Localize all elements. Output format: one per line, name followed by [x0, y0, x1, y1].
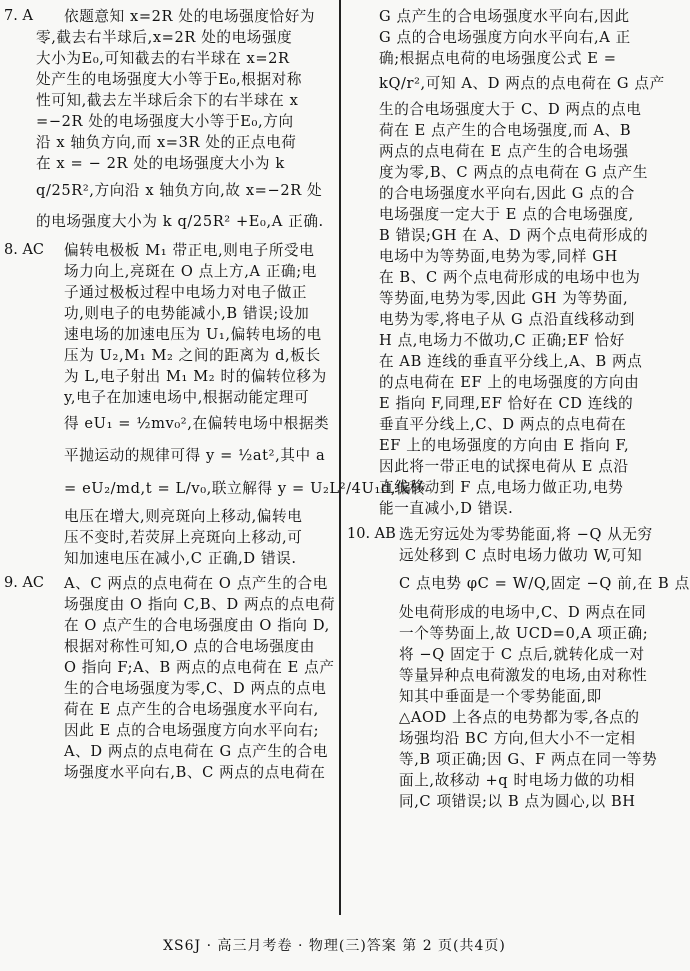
text-line: 选无穷远处为零势能面,将 −Q 从无穷	[399, 526, 653, 543]
text-line: 直线移动到 F 点,电场力做正功,电势	[379, 479, 624, 496]
text-line: 电压在增大,则亮斑向上移动,偏转电	[64, 508, 303, 525]
text-line: 处产生的电场强度大小等于E₀,根据对称	[36, 71, 303, 88]
text-line: 将 −Q 固定于 C 点后,就转化成一对	[399, 646, 645, 663]
text-line: 在 B、C 两个点电荷形成的电场中也为	[379, 269, 641, 286]
answer-number: 9. AC	[4, 575, 45, 591]
text-line: 荷在 E 点产生的合电场强度水平向右,	[64, 701, 319, 718]
text-line: 零,截去右半球后,x=2R 处的电场强度	[36, 29, 293, 46]
text-line: 在 x = − 2R 处的电场强度大小为 k	[36, 155, 285, 172]
text-line: 因此 E 点的合电场强度方向水平向右;	[64, 722, 320, 739]
text-line: 等量异种点电荷激发的电场,由对称性	[399, 667, 648, 684]
text-line: 压为 U₂,M₁ M₂ 之间的距离为 d,板长	[64, 347, 321, 364]
text-line: 场强度水平向右,B、C 两点的点电荷在	[64, 764, 326, 781]
text-line: 的点电荷在 EF 上的电场强度的方向由	[379, 374, 640, 391]
right-column	[347, 6, 690, 812]
text-line: 性可知,截去左半球后余下的右半球在 x	[36, 92, 299, 109]
text-line: C 点电势 φC = W/Q,固定 −Q 前,在 B 点	[399, 575, 690, 592]
text-line: H 点,电场力不做功,C 正确;EF 恰好	[379, 332, 625, 349]
text-line: 处电荷形成的电场中,C、D 两点在同	[399, 604, 647, 621]
text-line: 为 L,电子射出 M₁ M₂ 时的偏转位移为	[64, 368, 327, 385]
text-line: 生的合电场强度大于 C、D 两点的点电	[379, 101, 642, 118]
answer-number: 8. AC	[4, 242, 45, 258]
text-line: 偏转电极板 M₁ 带正电,则电子所受电	[64, 242, 315, 259]
text-line: kQ/r²,可知 A、D 两点的点电荷在 G 点产	[379, 75, 665, 92]
text-line: 远处移到 C 点时电场力做功 W,可知	[399, 547, 643, 564]
text-line: B 错误;GH 在 A、D 两个点电荷形成的	[379, 227, 649, 244]
text-line: 垂直平分线上,C、D 两点的点电荷在	[379, 416, 627, 433]
text-line: G 点的合电场强度方向水平向右,A 正	[379, 29, 631, 46]
text-line: A、D 两点的点电荷在 G 点产生的合电	[64, 743, 329, 760]
text-line: O 指向 F;A、B 两点的点电荷在 E 点产	[64, 659, 335, 676]
answer-number: 10. AB	[347, 526, 396, 542]
text-line: 场强均沿 BC 方向,但大小不一定相	[399, 730, 636, 747]
text-line: 电场中为等势面,电势为零,同样 GH	[379, 248, 618, 265]
text-line: E 指向 F,同理,EF 恰好在 CD 连线的	[379, 395, 634, 412]
text-line: 电势为零,将电子从 G 点沿直线移动到	[379, 311, 635, 328]
text-line: 根据对称性可知,O 点的合电场强度由	[64, 638, 315, 655]
text-line: 速电场的加速电压为 U₁,偏转电场的电	[64, 326, 322, 343]
text-line: 压不变时,若荧屏上亮斑向上移动,可	[64, 529, 303, 546]
text-line: 在 AB 连线的垂直平分线上,A、B 两点	[379, 353, 643, 370]
text-line: 能一直减小,D 错误.	[379, 500, 514, 517]
text-line: △AOD 上各点的电势都为零,各点的	[399, 709, 640, 726]
text-line: 荷在 E 点产生的合电场强度,而 A、B	[379, 122, 632, 139]
text-line: =−2R 处的电场强度大小等于E₀,方向	[36, 113, 294, 130]
text-line: 一个等势面上,故 UCD=0,A 项正确;	[399, 625, 649, 642]
text-line: 确;根据点电荷的电场强度公式 E =	[379, 50, 617, 67]
text-line: 子通过极板过程中电场力对电子做正	[64, 284, 308, 301]
answer-10	[347, 524, 690, 812]
text-line: 依题意知 x=2R 处的电场强度恰好为	[64, 8, 316, 25]
text-line: 的电场强度大小为 k q/25R² +E₀,A 正确.	[36, 213, 324, 230]
page-footer: XS6J · 高三月考卷 · 物理(三)答案 第 2 页(共4页)	[163, 938, 506, 954]
text-line: q/25R²,方向沿 x 轴负方向,故 x=−2R 处	[36, 182, 323, 199]
text-line: 度为零,B、C 两点的点电荷在 G 点产生	[379, 164, 649, 181]
text-line: = eU₂/md,t = L/v₀,联立解得 y = U₂L²/4U₁d,偏转	[64, 480, 427, 497]
text-line: 的合电场强度水平向右,因此 G 点的合	[379, 185, 635, 202]
text-line: 生的合电场强度为零,C、D 两点的点电	[64, 680, 327, 697]
text-line: 知其中垂面是一个零势能面,即	[399, 688, 602, 705]
text-line: 同,C 项错误;以 B 点为圆心,以 BH	[399, 793, 636, 810]
text-line: G 点产生的合电场强度水平向右,因此	[379, 8, 630, 25]
text-line: 等势面,电势为零,因此 GH 为等势面,	[379, 290, 629, 307]
text-line: 知加速电压在减小,C 正确,D 错误.	[64, 550, 297, 567]
text-line: 得 eU₁ = ½mv₀²,在偏转电场中根据类	[64, 415, 330, 432]
text-line: 场力向上,亮斑在 O 点上方,A 正确;电	[64, 263, 317, 280]
text-line: 电场强度一定大于 E 点的合电场强度,	[379, 206, 634, 223]
answer-9	[4, 573, 334, 783]
text-line: 功,则电子的电势能减小,B 错误;设加	[64, 305, 310, 322]
text-line: EF 上的电场强度的方向由 E 指向 F,	[379, 437, 630, 454]
text-line: y,电子在加速电场中,根据动能定理可	[64, 389, 310, 406]
text-line: 平抛运动的规律可得 y = ½at²,其中 a	[64, 447, 326, 464]
text-line: 因此将一带正电的试探电荷从 E 点沿	[379, 458, 629, 475]
text-line: 等,B 项正确;因 G、F 两点在同一等势	[399, 751, 658, 768]
text-line: 两点的点电荷在 E 点产生的合电场强	[379, 143, 629, 160]
text-line: 在 O 点产生的合电场强度由 O 指向 D,	[64, 617, 330, 634]
text-line: 场强度由 O 指向 C,B、D 两点的点电荷	[64, 596, 336, 613]
answer-number: 7. A	[4, 8, 33, 24]
text-line: 大小为E₀,可知截去的右半球在 x=2R	[36, 50, 290, 67]
text-line: 面上,故移动 +q 时电场力做的功相	[399, 772, 636, 789]
answer-9-continued	[347, 6, 665, 519]
answer-7	[4, 6, 334, 236]
text-line: 沿 x 轴负方向,而 x=3R 处的正点电荷	[36, 134, 297, 151]
column-divider	[339, 0, 341, 915]
text-line: A、C 两点的点电荷在 O 点产生的合电	[64, 575, 328, 592]
